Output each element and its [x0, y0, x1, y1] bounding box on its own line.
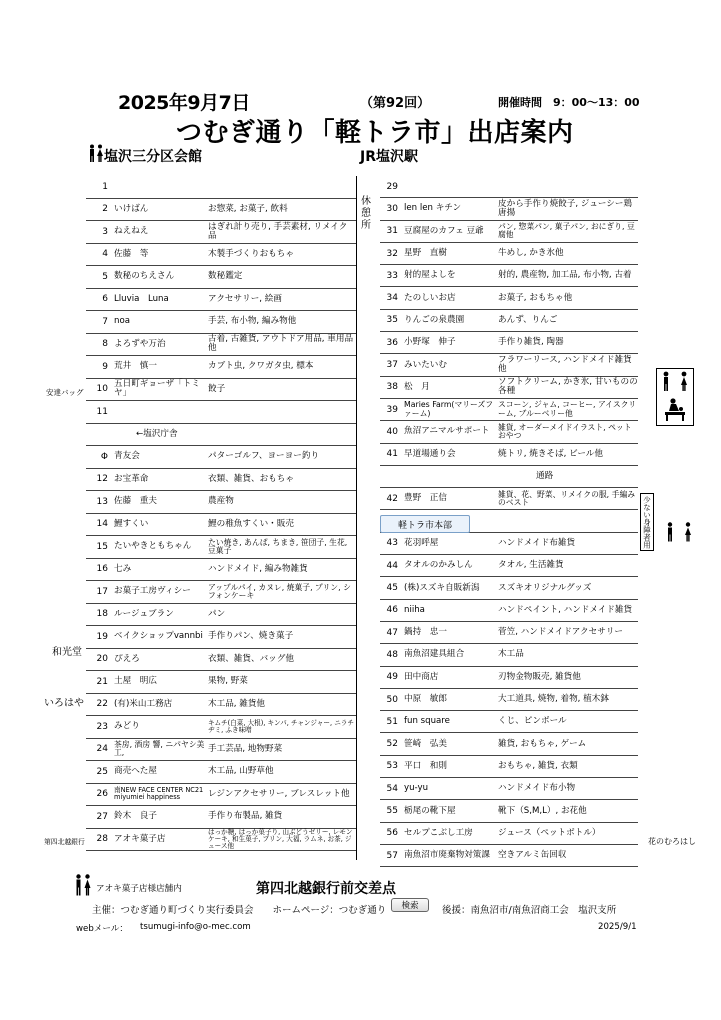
vendor-number: 29 [386, 181, 398, 192]
vendor-items: 菅笠, ハンドメイドアクセサリー [498, 627, 624, 638]
vendor-name: 佐藤 等 [114, 248, 149, 259]
vendor-row [86, 491, 356, 514]
vendor-row [86, 806, 356, 829]
vendor-name: ベイクショップvannbi [114, 631, 203, 642]
web-mail-label: webメール： [76, 924, 128, 934]
vendor-row [380, 198, 638, 220]
vendor-row [380, 667, 638, 689]
vendor-row [380, 734, 638, 756]
intersection-label: 第四北越銀行前交差点 [256, 881, 396, 897]
vendor-number [86, 424, 108, 446]
vendor-row [86, 221, 356, 244]
vendor-row [380, 778, 638, 800]
sponsor-line: 後援：南魚沼市/南魚沼商工会 塩沢支所 [442, 905, 617, 916]
vendor-number: 2 [102, 204, 108, 215]
vendor-number: 36 [386, 337, 398, 348]
side-label-hokuetsu: 第四北越銀行 [44, 838, 85, 846]
vendor-name: ルージュブラン [114, 608, 174, 619]
headquarters-label: 軽トラ市本部 [380, 515, 470, 533]
vendor-items: 手芸, 布小物, 編み物他 [208, 316, 297, 327]
vendor-row [380, 332, 638, 354]
vendor-name: fun square [404, 716, 450, 727]
vendor-items: 手作り雑貨, 陶器 [498, 337, 564, 348]
vendor-row [380, 555, 638, 577]
vendor-items: カブト虫, クワガタ虫, 標本 [208, 361, 314, 372]
vendor-number: 47 [386, 627, 398, 638]
vendor-name: 豊野 正信 [404, 493, 447, 504]
vendor-row [86, 671, 356, 694]
vendor-name: 小野塚 伸子 [404, 337, 456, 348]
vendor-items: キムチ(白菜, 大根), キンパ, チャンジャー, ニラチヂミ, ふき味噌 [208, 718, 354, 734]
vendor-name: len len キチン [404, 203, 462, 214]
vendor-row [86, 694, 356, 717]
vendor-items: 牛めし, かき氷他 [498, 248, 564, 259]
vendor-number: 45 [386, 583, 398, 594]
page-title: つむぎ通り「軽トラ市」出店案内 [176, 118, 574, 148]
vendor-row [86, 739, 356, 762]
vendor-items: 餃子 [208, 383, 226, 394]
vendor-row [86, 604, 356, 627]
vendor-name: 鈴木 良子 [114, 811, 157, 822]
vendor-row [380, 310, 638, 332]
vendor-items: 衣類、雑貨、バッグ他 [208, 653, 294, 664]
side-label-hananomurohashi: 花のむろはし [648, 837, 696, 846]
vendor-name: 栃尾の靴下屋 [404, 805, 456, 816]
vendor-name: noa [114, 316, 130, 327]
vendor-number: 8 [102, 339, 108, 350]
vendor-items: 古着, 古雑貨, アウトドア用品, 車用品他 [208, 334, 354, 354]
vendor-row [380, 689, 638, 711]
vendor-items: 木工品, 山野草他 [208, 766, 274, 777]
vendor-name: 鍋持 忠一 [404, 627, 447, 638]
side-label-irohaya: いろはや [44, 698, 84, 709]
vendor-name: (株)スズキ自販新潟 [404, 582, 480, 593]
vendor-number: 21 [96, 676, 108, 687]
vendor-items: 農産物 [208, 496, 234, 507]
vendor-number: 32 [386, 248, 398, 259]
vendor-name: お菓子工房ヴィシー [114, 586, 191, 597]
vendor-name [114, 401, 206, 423]
vendor-row [86, 401, 356, 424]
vendor-number: 13 [96, 496, 108, 507]
vendor-items: パン [208, 608, 226, 619]
vendor-name: 佐藤 重夫 [114, 496, 157, 507]
vendor-items: お惣菜, お菓子, 飲料 [208, 203, 288, 214]
vendor-number: 57 [386, 850, 398, 861]
vendor-name: セルプこぶし工房 [404, 827, 473, 838]
vendor-items [498, 176, 638, 197]
vendor-name: 茶房, 酒房 響, ニパヤシ美工, [114, 740, 205, 758]
vendor-items [208, 401, 354, 423]
vendor-number: 50 [386, 694, 398, 705]
vendor-items: 衣類、雑貨、おもちゃ [208, 473, 294, 484]
vendor-name: アオキ菓子店 [114, 833, 166, 844]
vendor-items: ハンドペイント, ハンドメイド雑貨 [498, 604, 633, 615]
vendor-items: レジンアクセサリー, ブレスレット他 [208, 788, 350, 799]
vendor-row [380, 399, 638, 421]
issue-date: 2025/9/1 [598, 922, 637, 932]
opening-hours: 開催時間 9：00～13：00 [498, 96, 640, 109]
vendor-row [380, 377, 638, 399]
vendor-number: 48 [386, 649, 398, 660]
vendor-name: 松 月 [404, 381, 430, 392]
vendor-name: (有)米山工務店 [114, 698, 173, 709]
vendor-number: 25 [96, 766, 108, 777]
vendor-number: 51 [386, 716, 398, 727]
vendor-row [380, 288, 638, 310]
vendor-row [380, 533, 638, 555]
vendor-name: 五日町ギョーザ「トミヤ」 [114, 379, 200, 399]
vendor-items: 手作り布製品, 雑貨 [208, 811, 283, 822]
vendor-name: 数秘のちえさん [114, 271, 175, 282]
vendor-items: 数秘鑑定 [208, 271, 243, 282]
vendor-name: Lluvia Luna [114, 293, 169, 304]
vendor-number: 41 [386, 449, 398, 460]
vendor-name: りんごの泉農園 [404, 314, 465, 325]
vendor-items: おもちゃ, 雑貨, 衣類 [498, 760, 578, 771]
vendor-name: niiha [404, 604, 425, 615]
vendor-row [380, 600, 638, 622]
vendor-name: いけばん [114, 203, 149, 214]
restroom-note: アオキ菓子店様店舗内 [96, 884, 182, 894]
vendor-name: ねえねえ [114, 226, 149, 237]
vertical-note: 少ない身障者用 [640, 493, 654, 551]
vendor-row [86, 514, 356, 537]
vendor-row [86, 581, 356, 604]
vendor-number: 24 [96, 744, 108, 755]
vendor-name [404, 176, 494, 197]
vendor-row [380, 823, 638, 845]
vendor-row [380, 444, 638, 466]
vendor-items: ハンドメイド布雑貨 [498, 537, 576, 548]
vendor-name: yu-yu [404, 783, 429, 794]
vendor-number: 18 [96, 609, 108, 620]
vendor-items: スズキオリジナルグッズ [498, 582, 592, 593]
vendor-name: 中原 敏郎 [404, 694, 447, 705]
vendor-number: 11 [96, 406, 108, 417]
vendor-items: ジュース（ペットボトル） [498, 827, 601, 838]
vendor-row [380, 466, 638, 488]
vendor-name: たいやきともちゃん [114, 541, 192, 552]
vendor-name: お宝革命 [114, 473, 149, 484]
side-label-anzen: 安達バッグ [46, 388, 84, 397]
vendor-name: 商売へた屋 [114, 766, 157, 777]
vendor-name: 鯉すくい [114, 518, 149, 529]
vendor-number: 28 [96, 834, 108, 845]
vendor-items: 雑貨, オーダーメイドイラスト, ペットおやつ [498, 422, 632, 440]
vendor-row [380, 756, 638, 778]
vendor-row [380, 644, 638, 666]
vendor-row [380, 800, 638, 822]
vendor-name [404, 466, 494, 487]
search-button[interactable]: 検索 [391, 898, 429, 912]
vendor-row [380, 221, 638, 243]
vendor-items: 空きアルミ缶回収 [498, 850, 567, 861]
event-date: 2025年9月7日 [118, 92, 250, 114]
vendor-items: ハンドメイド, 編み物雑貨 [208, 563, 308, 574]
vendor-number: 31 [386, 226, 398, 237]
vendor-name: Maries Farm(マリーズファーム) [404, 400, 494, 418]
vendor-name: 土屋 明広 [114, 676, 157, 687]
vendor-items: フラワーリース, ハンドメイド雑貨他 [498, 355, 632, 375]
left-location: 塩沢三分区会館 [104, 149, 202, 165]
rest-area-label: 休憩所 [361, 196, 371, 231]
vendor-row [380, 421, 638, 443]
vendor-name: 田中商店 [404, 671, 439, 682]
vendor-number: 33 [386, 270, 398, 281]
vendor-number: 39 [386, 404, 398, 415]
vendor-number [376, 466, 398, 487]
vendor-items: 木工品, 雑貨他 [208, 698, 266, 709]
vendor-row [86, 649, 356, 672]
vendor-number: 10 [96, 384, 108, 395]
vendor-row [380, 176, 638, 198]
vendor-name: たのしいお店 [404, 292, 456, 303]
vendor-items: 木製手づくりおもちゃ [208, 248, 294, 259]
vendor-name: 七み [114, 563, 132, 574]
vendor-items: くじ、ピンボール [498, 716, 567, 727]
vendor-items: 焼トリ, 焼きそば, ビール他 [498, 448, 603, 459]
vendor-items: 刃物金物販売, 雑貨他 [498, 671, 581, 682]
vendor-name: みどり [114, 721, 140, 732]
vendor-items: スコーン, ジャム, コーヒー, アイスクリーム, ブルーベリー他 [498, 400, 637, 418]
vendor-row [86, 424, 356, 447]
vendor-number: 9 [102, 361, 108, 372]
vendor-items: パターゴルフ、ヨーヨー釣り [208, 451, 320, 462]
vendor-items: タオル, 生活雑貨 [498, 560, 564, 571]
vendor-items: ハンドメイド布小物 [498, 783, 576, 794]
baby-room-sign [656, 368, 694, 426]
vendor-number: 12 [96, 474, 108, 485]
vendor-number: 40 [386, 426, 398, 437]
vendor-number: 55 [386, 806, 398, 817]
vendor-number: 26 [96, 789, 108, 800]
vendor-items: 射的, 農産物, 加工品, 布小物, 古着 [498, 270, 632, 281]
vendor-name [114, 176, 206, 198]
vendor-items: 大工道具, 焼物, 着物, 植木鉢 [498, 694, 609, 705]
vendor-number: 27 [96, 811, 108, 822]
vendor-name: タオルのかみしん [404, 560, 473, 571]
vendor-number: 42 [386, 493, 398, 504]
vendor-items: 雑貨, おもちゃ, ゲーム [498, 738, 587, 749]
vendor-row [86, 379, 356, 402]
vendor-row [86, 334, 356, 357]
vendor-row [86, 266, 356, 289]
vendor-number: 6 [102, 294, 108, 305]
vendor-name: 豆腐屋のカフェ 豆爺 [404, 225, 484, 236]
vendor-number: 56 [386, 828, 398, 839]
vendor-number: 52 [386, 739, 398, 750]
vendor-number: 43 [386, 538, 398, 549]
vendor-number: 4 [102, 249, 108, 260]
vendor-items [498, 511, 638, 532]
vendor-row [86, 626, 356, 649]
vendor-items: 手工芸品, 地物野菜 [208, 743, 283, 754]
vendor-name: 射的屋よしを [404, 270, 456, 281]
vendor-number: 34 [386, 293, 398, 304]
vendor-row [86, 311, 356, 334]
center-divider [356, 176, 357, 860]
vendor-number: 30 [386, 203, 398, 214]
vendor-name: 平口 和則 [404, 760, 447, 771]
vendor-number: 35 [386, 315, 398, 326]
vendor-number: 49 [386, 672, 398, 683]
vendor-number: 7 [102, 316, 108, 327]
right-location: JR塩沢駅 [360, 149, 418, 165]
vendor-number: 15 [96, 541, 108, 552]
vendor-number: 19 [96, 631, 108, 642]
vendor-row [86, 761, 356, 784]
edition-number: （第92回） [360, 96, 431, 111]
vendor-items: 木工品 [498, 649, 524, 660]
vendor-items: たい焼き, あんぱ, ちまき, 笹団子, 生花, 豆菓子 [208, 537, 348, 555]
vendor-items: 靴下（S,M,L）, お花他 [498, 805, 587, 816]
vendor-row [380, 265, 638, 287]
vendor-number: 1 [102, 181, 108, 192]
vendor-row [86, 176, 356, 199]
vendor-name: 荒井 慎一 [114, 361, 157, 372]
vendor-items [208, 176, 354, 198]
restroom-icon [88, 144, 104, 162]
vendor-name: よろずや万治 [114, 338, 166, 349]
vendor-items: アクセサリー, 絵画 [208, 293, 282, 304]
vendor-name: 青友会 [114, 451, 140, 462]
vendor-name: 魚沼アニマルサポート [404, 426, 490, 437]
vendor-items: パン, 惣菜パン, 菓子パン, おにぎり, 豆腐他 [498, 222, 635, 240]
vendor-name: ←塩沢庁舎 [136, 428, 178, 439]
vendor-row [380, 622, 638, 644]
vendor-row [86, 716, 356, 739]
vendor-row [380, 243, 638, 265]
vendor-number: 53 [386, 761, 398, 772]
vendor-name: 笹崎 弘美 [404, 738, 447, 749]
vendor-number: 16 [96, 564, 108, 575]
vendor-row [380, 711, 638, 733]
vendor-items: はっか糖, はっか菓子り, 山ぶどうゼリー, レモンケーキ, 和生菓子, プリン, 大福, ラムネ, お茶, ジュース他 [208, 827, 353, 850]
vendor-row [86, 469, 356, 492]
vendor-name: 南魚沼市廃棄物対策課 [404, 850, 490, 861]
vendor-items: あんず、りんご [498, 314, 558, 325]
vendor-row [86, 446, 356, 469]
vendor-name: 花羽呼屋 [404, 537, 439, 548]
vendor-number: 20 [96, 654, 108, 665]
vendor-name: 星野 直樹 [404, 248, 447, 259]
vendor-row [86, 289, 356, 312]
vendor-row [86, 829, 356, 852]
vendor-number: 14 [96, 519, 108, 530]
vendor-items: 皮から手作り焼餃子, ジューシー鶏唐揚 [498, 198, 633, 218]
vendor-number: 23 [96, 721, 108, 732]
vendor-number: 3 [102, 226, 108, 237]
vendor-row [380, 845, 638, 867]
vendor-row [86, 784, 356, 807]
vendor-name: 南魚沼建具組合 [404, 649, 465, 660]
vendor-number: 17 [96, 586, 108, 597]
vendor-number: 37 [386, 360, 398, 371]
vendor-number: 46 [386, 605, 398, 616]
vendor-number: 44 [386, 560, 398, 571]
vendor-row [86, 559, 356, 582]
vendor-number: 5 [102, 271, 108, 282]
vendor-items: 雑貨、花、野菜、リメイクの服, 手編みのベスト [498, 489, 636, 507]
vendor-row [86, 199, 356, 222]
restroom-icon-bottom [74, 874, 92, 896]
vendor-items: 通路 [536, 471, 554, 482]
vendor-items: お菓子, おもちゃ他 [498, 292, 573, 303]
vendor-name: 早道場通り会 [404, 448, 456, 459]
vendor-number: Φ [100, 451, 108, 462]
vendor-items: ソフトクリーム, かき氷, 甘いものの各種 [498, 377, 638, 397]
vendor-items [208, 424, 354, 446]
vendor-items: 鯉の稚魚すくい・販売 [208, 518, 294, 529]
restroom-icon-right [662, 522, 698, 542]
vendor-row [380, 488, 638, 510]
vendor-items: 果物, 野菜 [208, 676, 248, 687]
vendor-row [86, 244, 356, 267]
vendor-row [86, 536, 356, 559]
vendor-name: みいたいむ [404, 359, 447, 370]
vendor-number: 38 [386, 382, 398, 393]
vendor-row [86, 356, 356, 379]
vendor-name: 南NEW FACE CENTER NC21 miyumiei happiness [114, 786, 204, 802]
organizer-line: 主催：つむぎ通り町づくり実行委員会 ホームページ：つむぎ通り [92, 905, 387, 916]
vendor-row [380, 577, 638, 599]
vendor-number: 54 [386, 783, 398, 794]
contact-email[interactable]: tsumugi-info@o-mec.com [140, 922, 251, 932]
vendor-items: はぎれ計り売り, 手芸素材, リメイク品 [208, 221, 348, 241]
vendor-items: 手作りパン、焼き菓子 [208, 631, 294, 642]
vendor-number: 22 [96, 699, 108, 710]
side-label-wakodo: 和光堂 [52, 647, 82, 658]
vendor-items: アップルパイ, カヌレ, 焼菓子, プリン, シフォンケーキ [208, 582, 351, 600]
vendor-row [380, 354, 638, 376]
vendor-name: ぴえろ [114, 653, 140, 664]
